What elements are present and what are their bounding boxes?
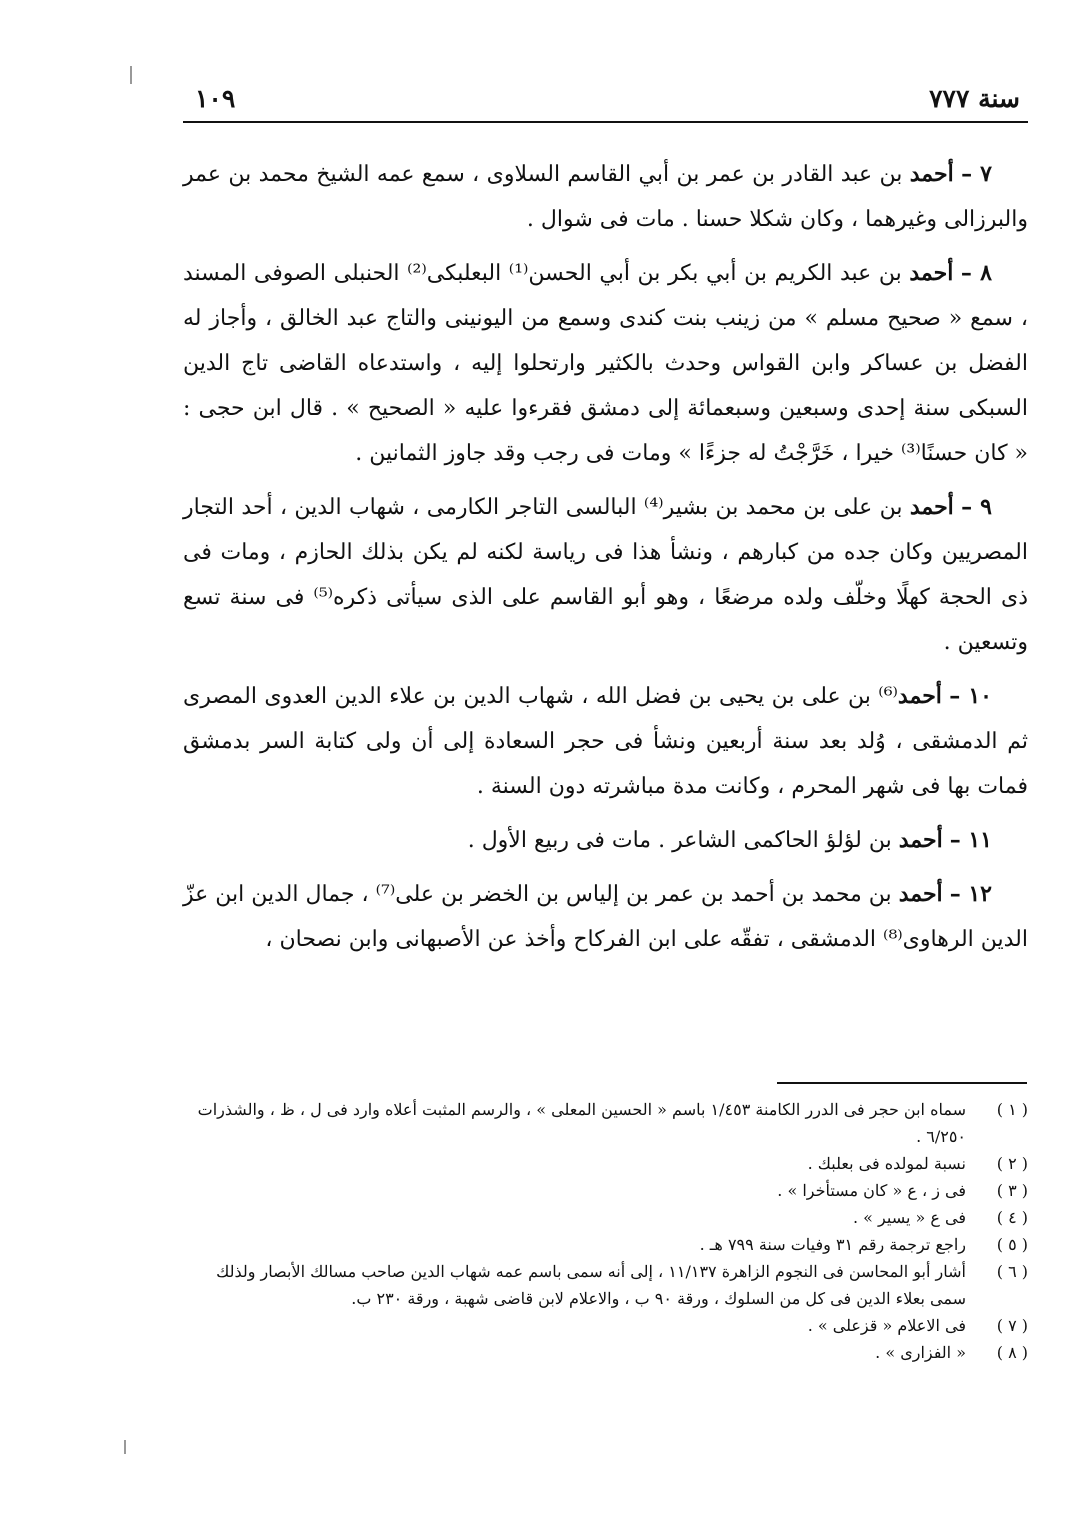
entry-text: ⁽⁶⁾ بن على بن يحيى بن فضل الله ، شهاب الدين بن علاء الدين العدوى المصرى ثم الدمشقى ، وُلد بعد سنة أربعين ونشأ فى حجر السعادة إلى أن ولى كتابة السر بدمشق فمات بها فى شهر المحرم ، وكانت مدة مباشرته دون السنة . bbox=[183, 684, 1028, 799]
entry-name: أحمد bbox=[909, 494, 954, 520]
footnote-text: أشار أبو المحاسن فى النجوم الزاهرة ١١/١٣٧ ، إلى أنه سمى باسم عمه شهاب الدين صاحب مسالك الأبصار ولذلك سمى بعلاء الدين فى كل من السلوك ، ورقة ٩٠ ب ، والاعلام لابن قاضى شهبة ، ورقة ٢٣٠ ب. bbox=[216, 1262, 966, 1308]
entry-name: أحمد bbox=[897, 683, 942, 709]
footnote-marker: ( ٦ ) bbox=[996, 1262, 1028, 1281]
page-number: ١٠٩ bbox=[195, 84, 236, 113]
entry-text: بن محمد بن أحمد بن عمر بن إلياس بن الخضر بن على⁽⁷⁾ ، جمال الدين ابن عزّ الدين الرهاوى⁽⁸⁾ الدمشقى ، تفقّه على ابن الفركاح وأخذ عن الأصبهانى وابن نصحان ، bbox=[183, 882, 1028, 952]
footnote-marker: ( ٤ ) bbox=[996, 1208, 1028, 1227]
entry-12 bbox=[183, 872, 1028, 962]
footnote-6 bbox=[183, 1258, 1028, 1312]
footnote-7 bbox=[183, 1312, 1028, 1339]
entry-number: ١٠ – bbox=[949, 683, 992, 709]
footnote-text: « الفزارى » . bbox=[875, 1343, 966, 1362]
entry-name: أحمد bbox=[898, 881, 943, 907]
footnote-text: نسبة لمولده فى بعلبك . bbox=[807, 1154, 966, 1173]
footnotes bbox=[183, 1096, 1028, 1366]
entry-number: ٧ – bbox=[961, 161, 992, 187]
entry-number: ١٢ – bbox=[949, 881, 992, 907]
entry-9 bbox=[183, 485, 1028, 665]
entry-10 bbox=[183, 674, 1028, 809]
footnote-marker: ( ٢ ) bbox=[996, 1154, 1028, 1173]
entry-text: بن عبد القادر بن عمر بن أبي القاسم السلاوى ، سمع عمه الشيخ محمد بن عمر والبرزالى وغيرهما ، وكان شكلا حسنا . مات فى شوال . bbox=[183, 162, 1028, 232]
entry-8 bbox=[183, 251, 1028, 476]
footnote-marker: ( ٥ ) bbox=[996, 1235, 1028, 1254]
footnote-marker: ( ٧ ) bbox=[996, 1316, 1028, 1335]
entry-7 bbox=[183, 152, 1028, 242]
running-head: سنة ٧٧٧ bbox=[929, 84, 1020, 113]
entry-number: ٨ – bbox=[960, 260, 992, 286]
footnote-1 bbox=[183, 1096, 1028, 1150]
footnote-3 bbox=[183, 1177, 1028, 1204]
scan-margin-mark bbox=[124, 1440, 126, 1454]
header-rule bbox=[183, 121, 1028, 123]
footnote-8 bbox=[183, 1339, 1028, 1366]
entry-name: أحمد bbox=[909, 161, 954, 187]
scan-margin-mark bbox=[130, 66, 132, 84]
entry-number: ١١ – bbox=[949, 827, 992, 853]
entry-text: بن عبد الكريم بن أبي بكر بن أبي الحسن⁽¹⁾ البعلبكى⁽²⁾ الحنبلى الصوفى المسند ، سمع « صحيح مسلم » من زينب بنت كندى وسمع من اليونينى والتاج عبد الخالق ، وأجاز له الفضل بن عساكر وابن القواس وحدث بالكثير وارتحلوا إليه ، واستدعاه القاضى تاج الدين السبكى سنة إحدى وسبعين وسبعمائة إلى دمشق فقرءوا عليه « الصحيح » . قال ابن حجى : « كان حسنًا⁽³⁾ خيرا ، خَرَّجْتُ له جزءًا » ومات فى رجب وقد جاوز الثمانين . bbox=[183, 261, 1028, 466]
footnote-text: فى الاعلام « قزعلى » . bbox=[807, 1316, 966, 1335]
entry-name: أحمد bbox=[898, 827, 943, 853]
page-header bbox=[183, 84, 1028, 118]
entry-text: بن لؤلؤ الحاكمى الشاعر . مات فى ربيع الأول . bbox=[467, 828, 899, 853]
main-text bbox=[183, 152, 1028, 971]
footnote-4 bbox=[183, 1204, 1028, 1231]
footnote-text: سماه ابن حجر فى الدرر الكامنة ١/٤٥٣ باسم « الحسين المعلى » ، والرسم المثبت أعلاه وارد فى ل ، ظ ، والشذرات ٦/٢٥٠ . bbox=[197, 1100, 966, 1146]
footnote-marker: ( ٣ ) bbox=[996, 1181, 1028, 1200]
entry-11 bbox=[183, 818, 1028, 863]
entry-name: أحمد bbox=[909, 260, 954, 286]
footnote-text: فى ز ، ع « كان مستأخرا » . bbox=[777, 1181, 966, 1200]
entry-number: ٩ – bbox=[961, 494, 992, 520]
footnote-marker: ( ٨ ) bbox=[996, 1343, 1028, 1362]
footnote-marker: ( ١ ) bbox=[996, 1100, 1028, 1119]
footnote-2 bbox=[183, 1150, 1028, 1177]
entry-text: بن على بن محمد بن بشير⁽⁴⁾ البالسى التاجر الكارمى ، شهاب الدين ، أحد التجار المصريين وكان جده من كبارهم ، ونشأ هذا فى رياسة لكنه لم يكن بذلك الحازم ، ومات فى ذى الحجة كهلًا وخلّف ولده مرضعًا ، وهو أبو القاسم على الذى سيأتى ذكره⁽⁵⁾ فى سنة تسع وتسعين . bbox=[183, 495, 1029, 655]
footnote-text: راجع ترجمة رقم ٣١ وفيات سنة ٧٩٩ هـ . bbox=[699, 1235, 966, 1254]
footnote-text: فى ع « يسير » . bbox=[852, 1208, 966, 1227]
footnote-5 bbox=[183, 1231, 1028, 1258]
footnote-rule bbox=[777, 1082, 1027, 1084]
